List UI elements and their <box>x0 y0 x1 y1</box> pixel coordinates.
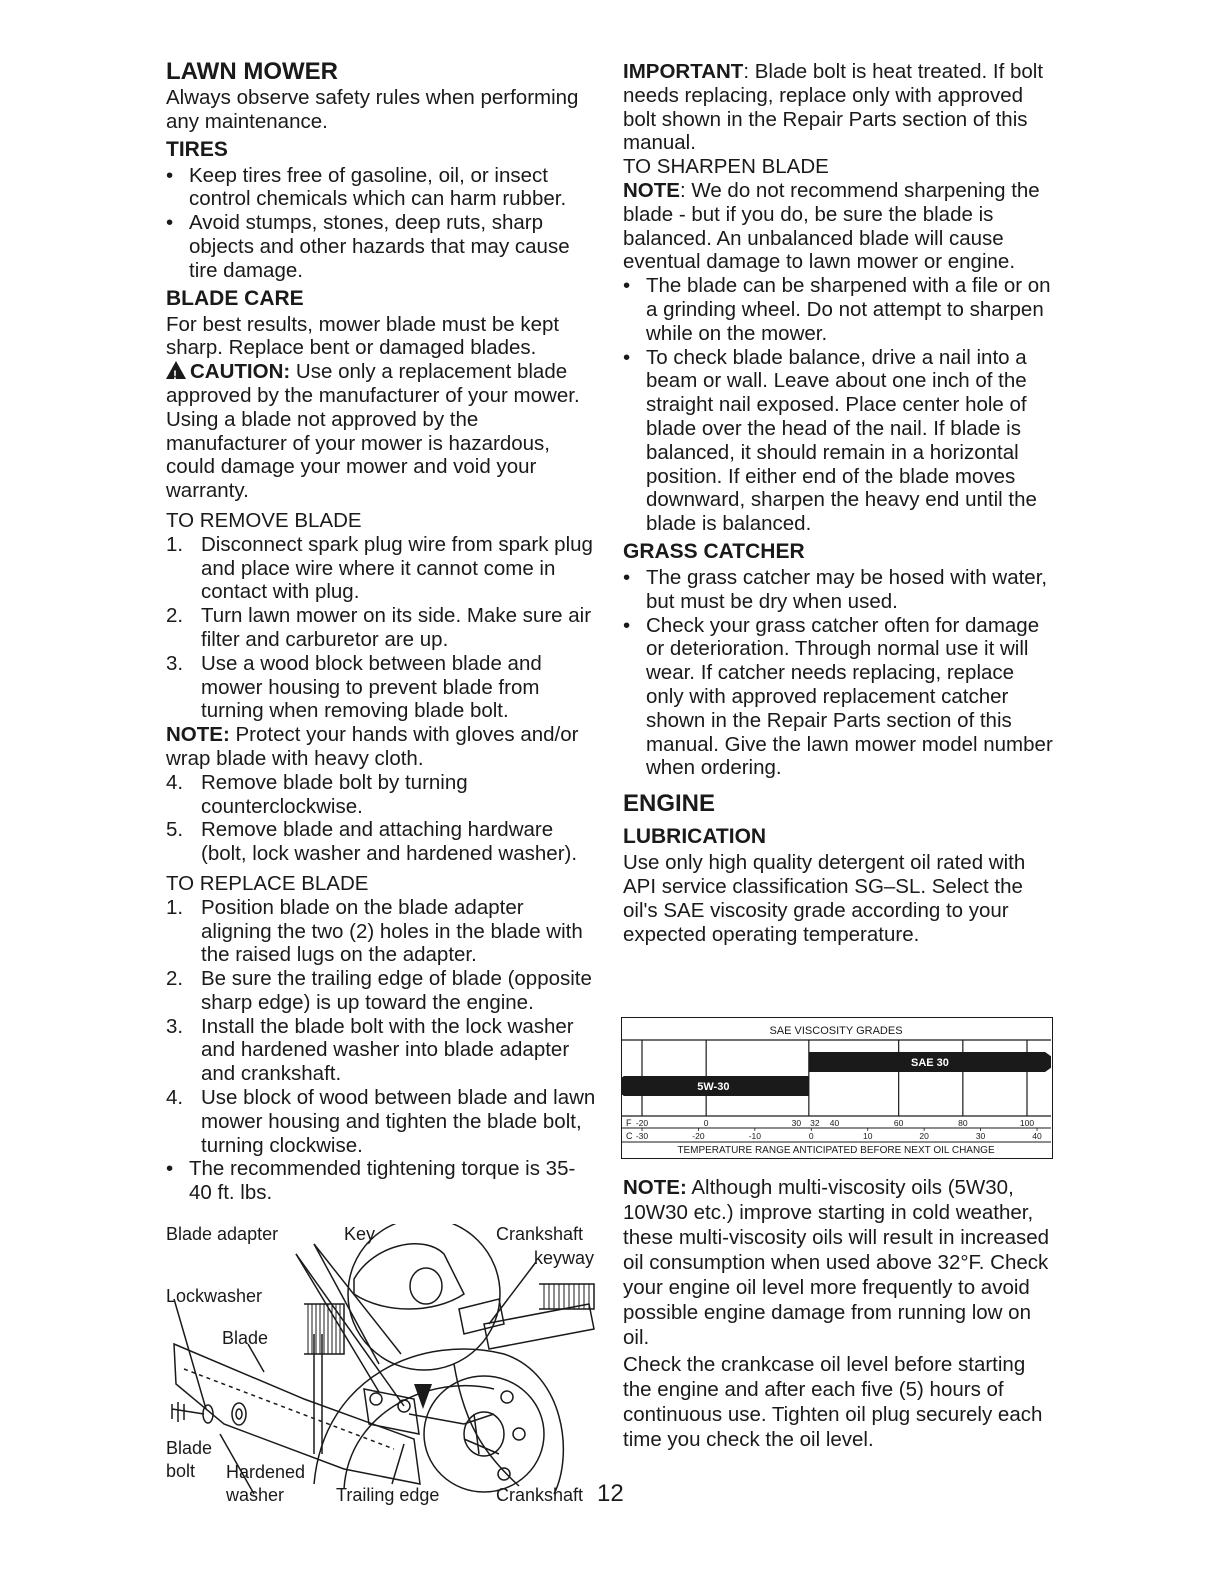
viscosity-chart <box>621 1017 1053 1159</box>
lawn-mower-intro: Always observe safety rules when performing any maintenance. <box>166 86 579 133</box>
page-number: 12 <box>597 1480 624 1507</box>
blade-assembly-diagram <box>164 1224 596 1512</box>
lubrication-heading: LUBRICATION <box>623 825 767 849</box>
list-item: • The grass catcher may be hosed with water, but must be dry when used. <box>623 565 1048 613</box>
trailing-edge-label: Trailing edge <box>336 1485 440 1505</box>
crankcase-check-text: Check the crankcase oil level before starting the engine and after each five (5) hours of continuous use. Tighten oil plug securely each time you check the oil level. <box>623 1353 1043 1451</box>
lockwasher-label: Lockwasher <box>166 1286 263 1306</box>
list-item: 5. Remove blade and attaching hardware (bolt, lock washer and hardened washer). <box>166 818 578 866</box>
list-item: 2. Turn lawn mower on its side. Make sure air filter and carburetor are up. <box>166 604 592 651</box>
list-item: 3. Use a wood block between blade and mower housing to prevent blade from turning when removing blade bolt. <box>166 651 542 723</box>
lubrication-text: Use only high quality detergent oil rated with API service classification SG–SL. Select the oil's SAE viscosity grade according to your expected operating temperature. <box>623 851 1026 946</box>
engine-heading: ENGINE <box>623 790 716 818</box>
f-tick-label: 60 <box>893 1118 904 1128</box>
warning-triangle-icon <box>166 361 186 379</box>
list-item: 4. Use block of wood between blade and lawn mower housing and tighten the blade bolt, turning clockwise. <box>166 1086 596 1157</box>
right-column-bottom <box>623 1175 1053 1452</box>
hardened-washer-label-2: washer <box>226 1485 285 1505</box>
lawn-mower-heading: LAWN MOWER <box>166 58 338 85</box>
c-tick-label: 30 <box>975 1131 986 1141</box>
key-label: Key <box>344 1224 376 1244</box>
c-tick-label: -10 <box>748 1131 762 1141</box>
sharpen-list <box>623 274 1053 536</box>
sharpen-note: NOTE: We do not recommend sharpening the blade - but if you do, be sure the blade is balanced. An unbalanced blade will cause eventual damage to lawn mower or engine. <box>623 178 1040 274</box>
chart-title: SAE VISCOSITY GRADES <box>769 1025 903 1037</box>
replace-steps <box>166 896 596 1158</box>
list-item: • Avoid stumps, stones, deep ruts, sharp objects and other hazards that may cause tire damage. <box>166 211 570 282</box>
grade-label: SAE 30 <box>910 1057 949 1069</box>
blade-adapter-label: Blade adapter <box>166 1224 279 1244</box>
hardened-washer-label-1: Hardened <box>226 1462 306 1482</box>
multi-viscosity-note: NOTE: Although multi-viscosity oils (5W30, 10W30 etc.) improve starting in cold weather, these multi-viscosity oils will result in increased oil consumption when used above 32°F. Check your engine oil level more frequently to avoid possible engine damage from running low on oil. <box>623 1176 1050 1349</box>
remove-steps-a <box>166 533 596 723</box>
gloves-note: NOTE: Protect your hands with gloves and/or wrap blade with heavy cloth. <box>166 723 579 770</box>
tires-heading: TIRES <box>166 137 228 161</box>
c-tick-label: 20 <box>919 1131 929 1141</box>
crankshaft-keyway-label-1: Crankshaft <box>496 1224 584 1244</box>
viscosity-chart-svg <box>622 1018 1051 1157</box>
tires-list <box>166 164 596 283</box>
blade-bolt-label-1: Blade <box>166 1438 213 1458</box>
crankshaft-keyway-label-2: keyway <box>534 1248 595 1268</box>
c-tick-label: 0 <box>808 1131 814 1141</box>
list-item: • Keep tires free of gasoline, oil, or insect control chemicals which can harm rubber. <box>166 163 567 211</box>
list-item: 1. Position blade on the blade adapter aligning the two (2) holes in the blade with the raised lugs on the adapter. <box>166 895 583 967</box>
f-tick-label: 30 <box>791 1118 802 1128</box>
list-item: • The recommended tightening torque is 35-40 ft. lbs. <box>166 1157 576 1205</box>
left-column <box>166 56 596 1205</box>
caution-paragraph: !CAUTION: Use only a replacement blade approved by the manufacturer of your mower. Using a blade not approved by the manufacturer of your mower is hazardous, could damage your mower and void your warranty. <box>166 360 596 503</box>
f-tick-label: 80 <box>958 1118 968 1128</box>
c-tick-label: 10 <box>862 1131 873 1141</box>
grass-catcher-list <box>623 566 1053 780</box>
c-tick-label: -20 <box>692 1131 705 1141</box>
c-tick-label: 40 <box>1032 1131 1042 1141</box>
remove-steps-b <box>166 771 596 866</box>
f-tick-label: 32 <box>810 1118 820 1128</box>
c-tick-label: -30 <box>635 1131 649 1141</box>
list-item: • The blade can be sharpened with a file or on a grinding wheel. Do not attempt to sharpen while on the mower. <box>623 274 1051 345</box>
remove-blade-heading: TO REMOVE BLADE <box>166 508 362 532</box>
fahrenheit-label: F <box>626 1118 632 1128</box>
blade-bolt-label-2: bolt <box>166 1461 196 1481</box>
f-tick-label: 0 <box>703 1118 709 1128</box>
list-item: • To check blade balance, drive a nail into a beam or wall. Leave about one inch of the straight nail exposed. Place center hole of blade over the head of the nail. If blade is balanced, it should remain in a horizontal position. If either end of the blade moves downward, sharpen the heavy end until the blade is balanced. <box>623 345 1037 536</box>
f-tick-label: 100 <box>1019 1118 1035 1128</box>
f-tick-label: -20 <box>635 1118 649 1128</box>
grass-catcher-heading: GRASS CATCHER <box>623 539 805 563</box>
list-item: 2. Be sure the trailing edge of blade (opposite sharp edge) is up toward the engine. <box>166 967 592 1014</box>
list-item: 3. Install the blade bolt with the lock washer and hardened washer into blade adapter and crankshaft. <box>166 1014 574 1086</box>
celsius-label: C <box>626 1131 633 1141</box>
blade-care-text: For best results, mower blade must be kept sharp. Replace bent or damaged blades. <box>166 312 560 360</box>
replace-blade-heading: TO REPLACE BLADE <box>166 871 369 895</box>
sharpen-blade-heading: TO SHARPEN BLADE <box>623 155 829 179</box>
list-item: • Check your grass catcher often for damage or deterioration. Through normal use it will wear. If catcher needs replacing, replace only with approved replacement catcher shown in the Repair Parts section of this manual. Give the lawn mower model number when ordering. <box>623 613 1053 780</box>
list-item: 1. Disconnect spark plug wire from spark plug and place wire where it cannot come in contact with plug. <box>166 532 593 604</box>
key-wedge <box>414 1384 432 1409</box>
torque-list <box>166 1157 596 1205</box>
right-column <box>623 56 1053 946</box>
chart-footer: TEMPERATURE RANGE ANTICIPATED BEFORE NEXT OIL CHANGE <box>677 1145 995 1156</box>
crankshaft-label: Crankshaft <box>496 1485 584 1505</box>
adapter-disc <box>424 1376 544 1492</box>
grade-label: 5W-30 <box>697 1081 730 1093</box>
list-item: 4. Remove blade bolt by turning counterclockwise. <box>166 770 468 818</box>
blade-care-heading: BLADE CARE <box>166 286 304 310</box>
important-paragraph: IMPORTANT: Blade bolt is heat treated. If bolt needs replacing, replace only with approved bolt shown in the Repair Parts section of this manual. <box>623 60 1044 155</box>
f-tick-label: 40 <box>829 1118 840 1128</box>
blade-label: Blade <box>222 1328 269 1348</box>
